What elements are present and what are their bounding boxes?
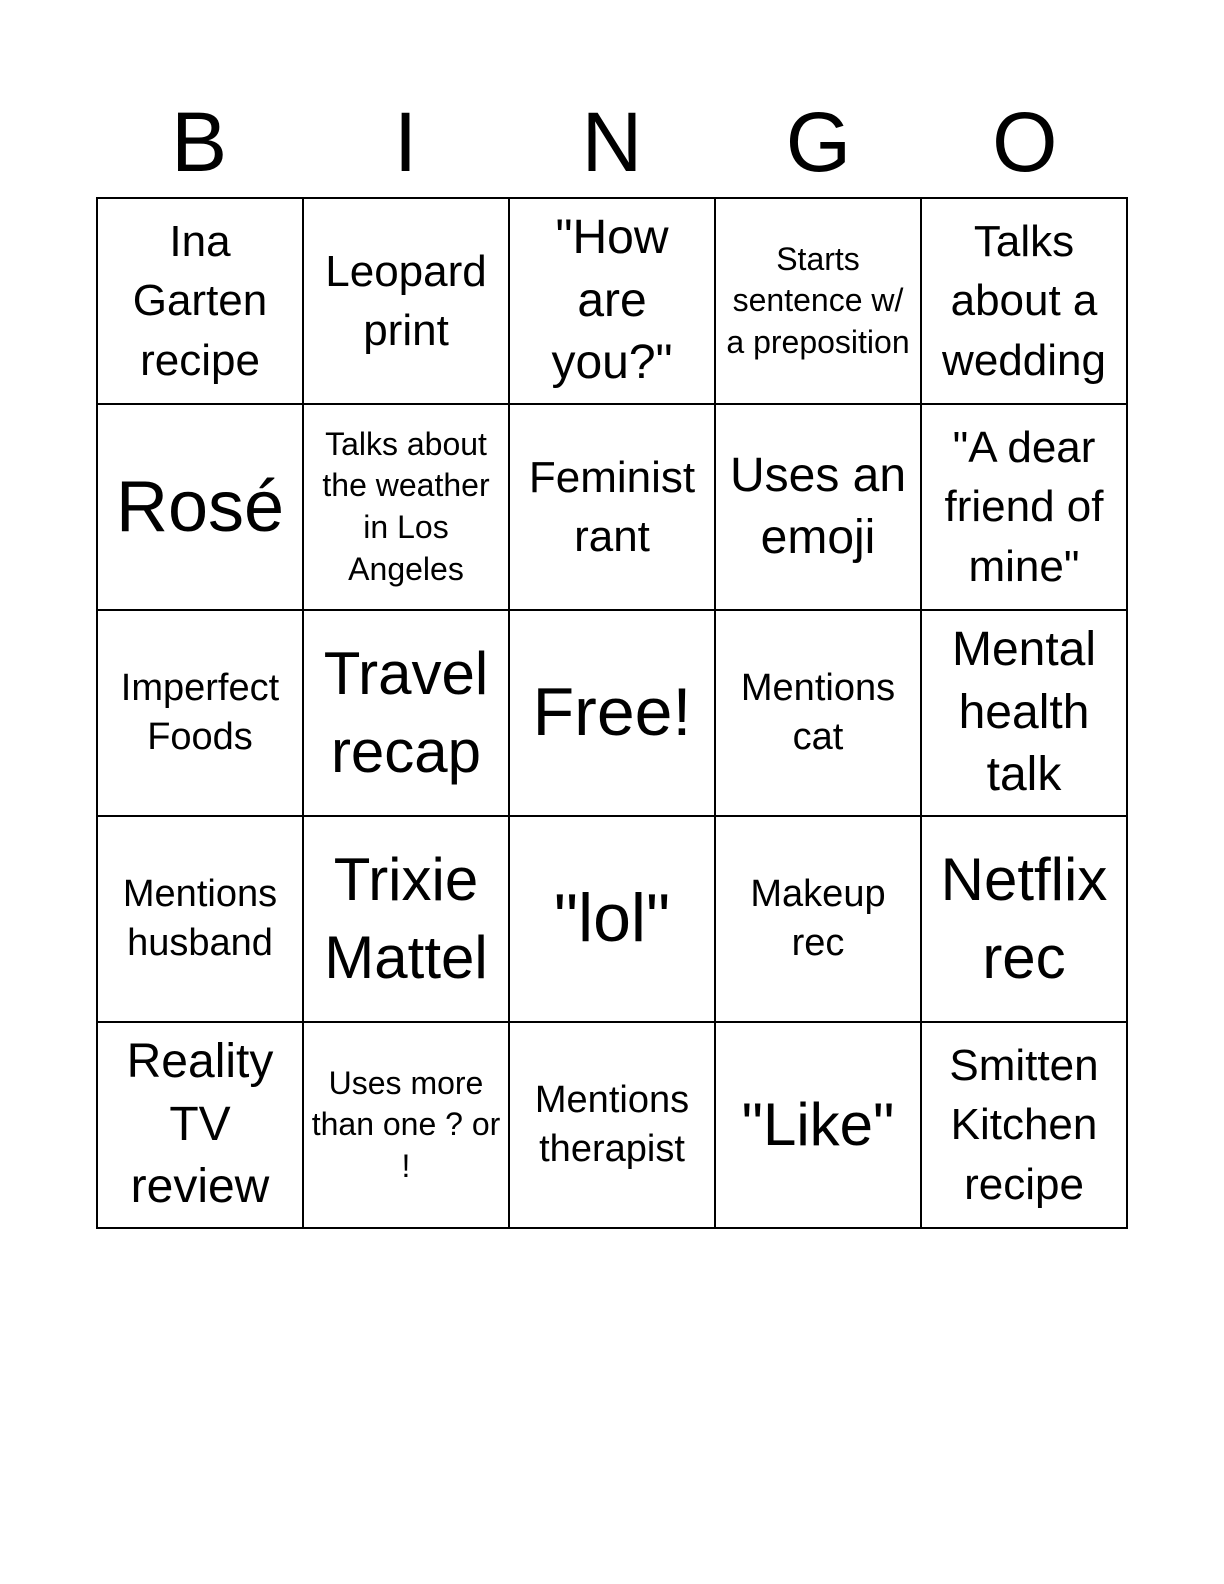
bingo-cell[interactable]: [716, 405, 922, 611]
bingo-cell-text: "Like": [741, 1091, 895, 1158]
bingo-cell-text: Ina Garten recipe: [132, 216, 268, 385]
bingo-cell-text: Feminist rant: [528, 452, 696, 561]
bingo-cell-text: Makeup rec: [750, 872, 886, 964]
bingo-cell-text: Starts sentence w/ a preposition: [726, 240, 910, 360]
bingo-cell[interactable]: [98, 611, 304, 817]
bingo-cell[interactable]: [922, 817, 1128, 1023]
free-space-cell[interactable]: [510, 611, 716, 817]
bingo-cell-text: Travel recap: [323, 640, 489, 785]
header-letter-g: G: [785, 95, 852, 189]
bingo-cell[interactable]: [716, 1023, 922, 1229]
bingo-cell[interactable]: [922, 1023, 1128, 1229]
bingo-cell[interactable]: [922, 405, 1128, 611]
bingo-cell[interactable]: [304, 405, 510, 611]
bingo-cell-text: Imperfect Foods: [120, 666, 280, 758]
bingo-cell[interactable]: [98, 199, 304, 405]
bingo-cell-text: Trixie Mattel: [324, 846, 488, 991]
bingo-cell[interactable]: [304, 611, 510, 817]
bingo-cell-text: Uses an emoji: [729, 448, 907, 564]
bingo-cell[interactable]: [922, 199, 1128, 405]
bingo-cell[interactable]: [98, 817, 304, 1023]
bingo-cell-text: Talks about a wedding: [942, 216, 1106, 385]
bingo-grid: [96, 197, 1128, 1229]
bingo-cell-text: Talks about the weather in Los Angeles: [322, 425, 490, 587]
bingo-header: [96, 92, 1128, 192]
bingo-cell[interactable]: [304, 199, 510, 405]
bingo-cell[interactable]: [304, 1023, 510, 1229]
bingo-cell[interactable]: [922, 611, 1128, 817]
bingo-cell[interactable]: [510, 1023, 716, 1229]
bingo-cell[interactable]: [98, 405, 304, 611]
bingo-cell-text: Mentions cat: [740, 666, 896, 758]
header-letter-i: I: [393, 95, 418, 189]
bingo-cell-text: "lol": [553, 880, 671, 957]
bingo-cell-text: Smitten Kitchen recipe: [949, 1040, 1099, 1209]
bingo-cell-text: Rosé: [115, 466, 285, 547]
bingo-cell[interactable]: [304, 817, 510, 1023]
header-letter-o: O: [992, 95, 1058, 189]
bingo-cell[interactable]: [716, 199, 922, 405]
bingo-cell[interactable]: [510, 199, 716, 405]
header-letter-n: N: [581, 95, 643, 189]
bingo-cell[interactable]: [510, 817, 716, 1023]
bingo-cell-text: Netflix rec: [940, 846, 1108, 991]
bingo-cell-text: Uses more than one ? or !: [311, 1064, 501, 1184]
bingo-cell-text: Mentions husband: [122, 872, 278, 964]
bingo-cell-text: Mental health talk: [951, 623, 1097, 802]
free-space-text: Free!: [532, 674, 692, 751]
bingo-cell-text: "How are you?": [551, 211, 673, 390]
bingo-cell[interactable]: [716, 817, 922, 1023]
bingo-cell-text: "A dear friend of mine": [944, 422, 1104, 591]
bingo-cell[interactable]: [98, 1023, 304, 1229]
bingo-cell-text: Leopard print: [325, 246, 487, 355]
bingo-cell[interactable]: [510, 405, 716, 611]
bingo-cell[interactable]: [716, 611, 922, 817]
header-letter-b: B: [171, 95, 228, 189]
bingo-cell-text: Mentions therapist: [534, 1078, 690, 1170]
bingo-cell-text: Reality TV review: [126, 1035, 274, 1214]
